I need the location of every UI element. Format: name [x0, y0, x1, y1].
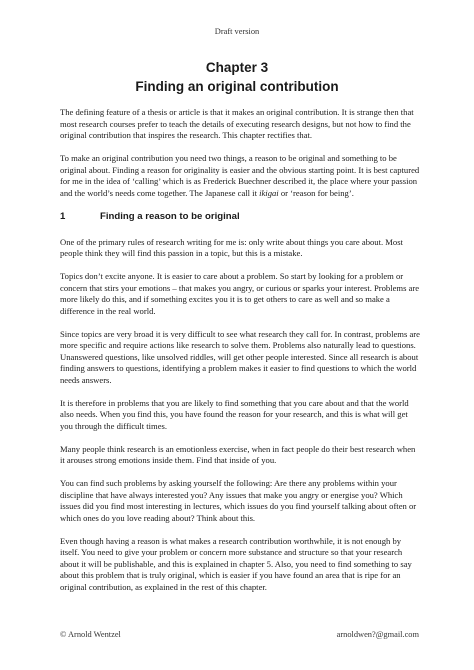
body-paragraph: You can find such problems by asking yourself the following: Are there any problems within your discipline that have always interested you? Any issues that make you angry or energise you? Which issues did you find most interesting in lectures, which issues do you find yourself talking about often or which ones do you love reading about? Think about this.	[60, 478, 417, 523]
footer-email: arnoldwen?@gmail.com	[336, 630, 419, 639]
section-title: Finding a reason to be original	[100, 210, 240, 222]
ikigai-paragraph-tail: or ‘reason for being’.	[278, 187, 354, 198]
draft-version-label: Draft version	[214, 27, 260, 36]
document-body	[60, 107, 420, 605]
body-paragraph: Since topics are very broad it is very difficult to see what research they call for. In contrast, problems are more specific and require actions like research to solve them. Problems also naturally lead to questions. Unanswered questions, like unsolved riddles, will get other people interested. Since all research is about finding answers to questions, identifying a problem makes it easier to find questions to which the world needs answers.	[60, 328, 420, 385]
chapter-heading	[0, 58, 474, 96]
chapter-number: Chapter 3	[205, 60, 269, 75]
body-paragraph: Topics don’t excite anyone. It is easier to care about a problem. So start by looking for a problem or concern that stirs your emotions – that makes you angry, or curious or sparks your interest. Problems are more likely do this, and if something excites you it is to get others to care as well and so make a difference in the real world.	[60, 271, 420, 316]
body-paragraph: It is therefore in problems that you are likely to find something that you care about and that the world also needs. When you find this, you have found the reason for your research, and this is what will get you through the difficult times.	[60, 397, 409, 431]
chapter-title: Finding an original contribution	[135, 79, 339, 94]
ikigai-paragraph	[60, 153, 420, 199]
section-heading	[60, 211, 420, 223]
section-number: 1	[60, 210, 66, 222]
body-paragraph: Even though having a reason is what makes a research contribution worthwhile, it is not enough by itself. You need to give your problem or concern more substance and structure so that your research about it will be publishable, and this is explained in chapter 5. Also, you need to find something to say about this problem that is truly original, which is easier if you have found an area that is ripe for an original contribution, as explained in the rest of this chapter.	[60, 535, 412, 592]
intro-paragraph: The defining feature of a thesis or article is that it makes an original contribution. It is strange then that most research courses prefer to teach the details of executing research designs, but not how to find the original contribution that inspires the research. This chapter rectifies that.	[60, 107, 414, 140]
ikigai-term: ikigai	[259, 187, 279, 198]
ikigai-paragraph-text: To make an original contribution you need two things, a reason to be original and something to be original about. Finding a reason for originality is easier and the obvious starting point. It is best captured for me in the idea of ‘calling’ which is as Frederick Buechner described it, the place where your passion and the world’s needs come together. The Japanese call it	[60, 153, 420, 198]
body-paragraph: One of the primary rules of research writing for me is: only write about things you care about. Most people think they will find this passion in a topic, but this is a mistake.	[60, 236, 403, 258]
footer-copyright: © Arnold Wentzel	[60, 630, 121, 639]
body-paragraph: Many people think research is an emotionless exercise, when in fact people do their best research when it arouses strong emotions inside them. Find that inside of you.	[60, 443, 416, 465]
